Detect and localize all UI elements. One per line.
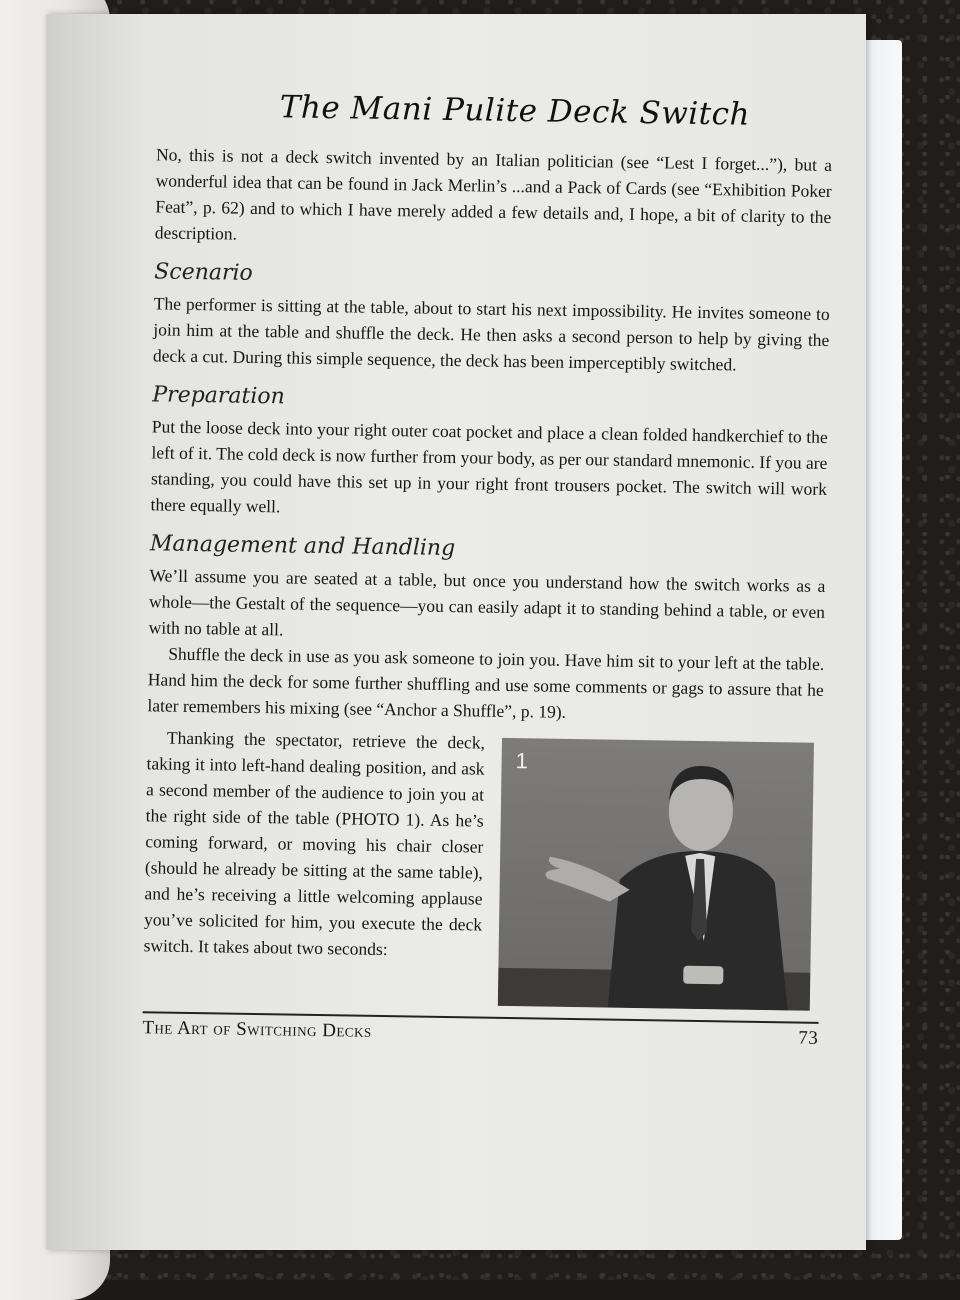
book-page [46, 14, 866, 1250]
running-title: The Art of Switching Decks [142, 1017, 372, 1042]
intro-paragraph: No, this is not a deck switch invented by an Italian politician (see “Lest I forget...”), but a wonderful idea that can be found in Jack Merlin’s ...and a Pack of Cards (see “Exhibition Poker Feat”, p. 62) and to which I have merely added a few details and, I hope, a bit of clarity to the description. [154, 144, 833, 244]
page-title: The Mani Pulite Deck Switch [279, 89, 751, 133]
section-heading-scenario: Scenario [154, 259, 253, 286]
photo-caption-text [143, 724, 485, 963]
photo-row [143, 724, 823, 1010]
section-heading-preparation: Preparation [152, 382, 285, 410]
preparation-paragraph: Put the loose deck into your right outer coat pocket and place a clean folded handkerchief to the left of it. The cold deck is now further from your body, as per our standard mnemonic. If you are standing, you could have this set up in your right front trousers pocket. The switch will work there equally well. [150, 416, 828, 517]
section-heading-handling: Management and Handling [149, 531, 456, 562]
handling-paragraph-2: Shuffle the deck in use as you ask someone to join you. Have him sit to your left at the table. Hand him the deck for some further shuffling and use some comments or gags to assure that he later remembers his mixing (see “Anchor a Shuffle”, p. 19). [147, 643, 825, 722]
performer-illustration [498, 738, 814, 1011]
page-content [142, 69, 833, 1049]
handling-paragraph-1: We’ll assume you are seated at a table, but once you understand how the switch works as a whole—the Gestalt of the sequence—you can easily adapt it to standing behind a table, or even with no table at all. [148, 565, 826, 640]
scenario-paragraph: The performer is sitting at the table, about to start his next impossibility. He invites someone to join him at the table and shuffle the deck. He then asks a second person to help by giving the deck a cut. During this simple sequence, the deck has been imperceptibly switched. [152, 293, 830, 375]
photo-number: 1 [515, 748, 529, 774]
page-number: 73 [798, 1027, 819, 1049]
performer-photo [498, 738, 814, 1011]
handling-paragraph-3: Thanking the spectator, retrieve the deck, taking it into left-hand dealing position, and ask a second member of the audience to join you at the right side of the table (PHOTO 1). As he’s coming forward, or moving his chair closer (should he already be sitting at the same table), and he’s receiving a little welcoming applause you’ve solicited for him, you execute the deck switch. It takes about two seconds: [143, 727, 486, 960]
